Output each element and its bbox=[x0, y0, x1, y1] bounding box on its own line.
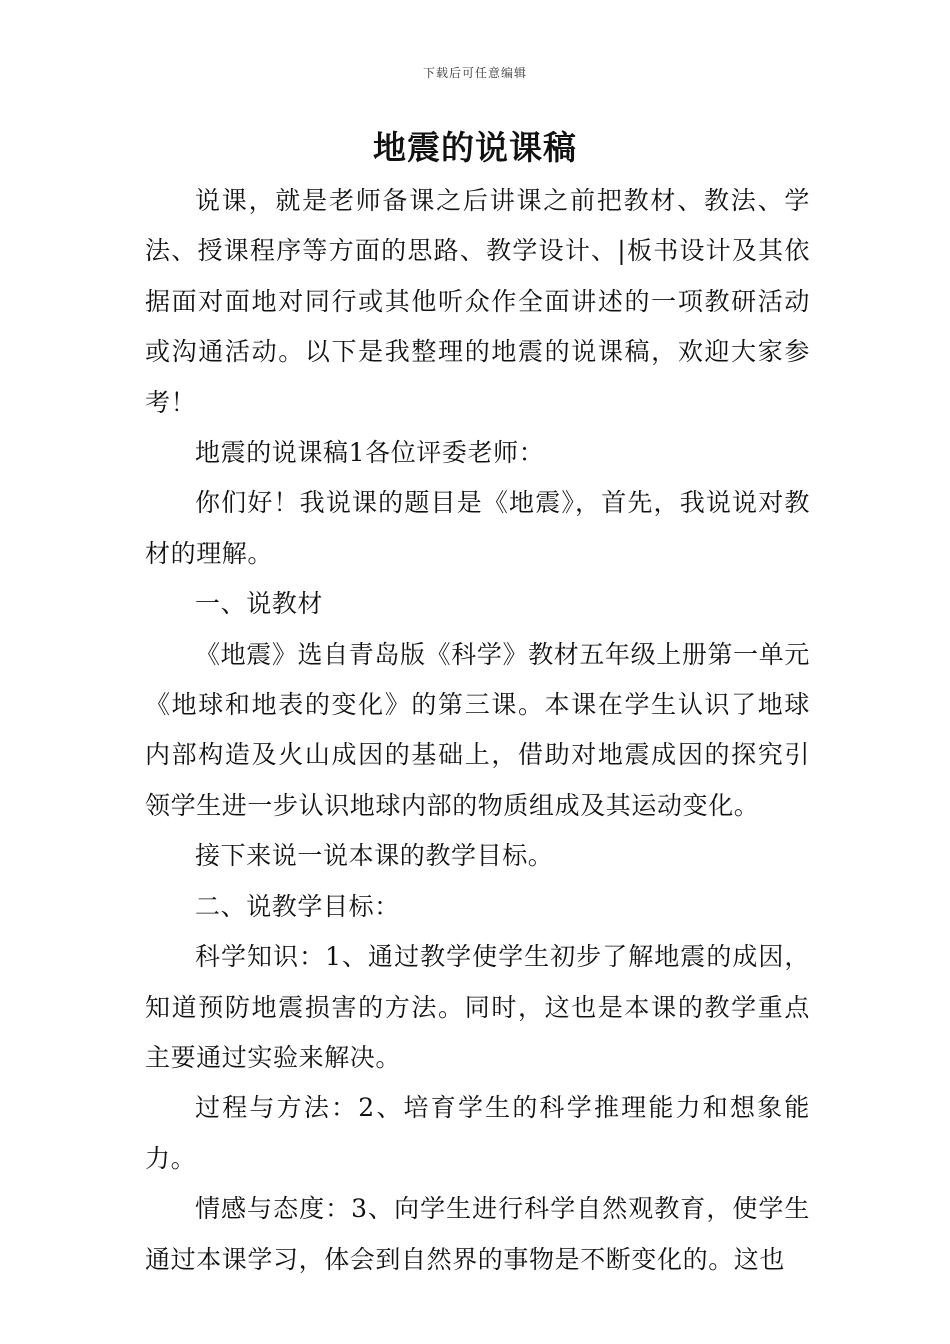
paragraph-intro: 说课，就是老师备课之后讲课之前把教材、教法、学法、授课程序等方面的思路、教学设计、|板书设计及其依据面对面地对同行或其他听众作全面讲述的一项教研活动或沟通活动。以下是我整理的地震的说课稿，欢迎大家参考！ bbox=[145, 186, 810, 417]
paragraph-textbook: 《地震》选自青岛版《科学》教材五年级上册第一单元《地球和地表的变化》的第三课。本课在学生认识了地球内部构造及火山成因的基础上，借助对地震成因的探究引领学生进一步认识地球内部的物质组成及其运动变化。 bbox=[145, 639, 810, 820]
paragraph-greeting: 你们好！我说课的题目是《地震》，首先，我说说对教材的理解。 bbox=[145, 488, 810, 568]
paragraph-objective-attitude: 情感与态度：3、向学生进行科学自然观教育，使学生通过本课学习，体会到自然界的事物是不断变化的。这也 bbox=[145, 1194, 810, 1274]
paragraph-greeting-heading: 地震的说课稿1各位评委老师： bbox=[195, 438, 545, 468]
document-body bbox=[145, 176, 810, 1285]
header-note: 下载后可任意编辑 bbox=[422, 66, 527, 80]
paragraph-objective-process: 过程与方法：2、培育学生的科学推理能力和想象能力。 bbox=[145, 1093, 810, 1173]
section-heading-textbook: 一、说教材 bbox=[195, 589, 324, 619]
section-heading-objectives: 二、说教学目标： bbox=[195, 891, 400, 921]
page-title: 地震的说课稿 bbox=[373, 128, 577, 167]
paragraph-transition: 接下来说一说本课的教学目标。 bbox=[195, 841, 554, 871]
paragraph-objective-knowledge: 科学知识：1、通过教学使学生初步了解地震的成因，知道预防地震损害的方法。同时，这也是本课的教学重点主要通过实验来解决。 bbox=[145, 942, 810, 1072]
